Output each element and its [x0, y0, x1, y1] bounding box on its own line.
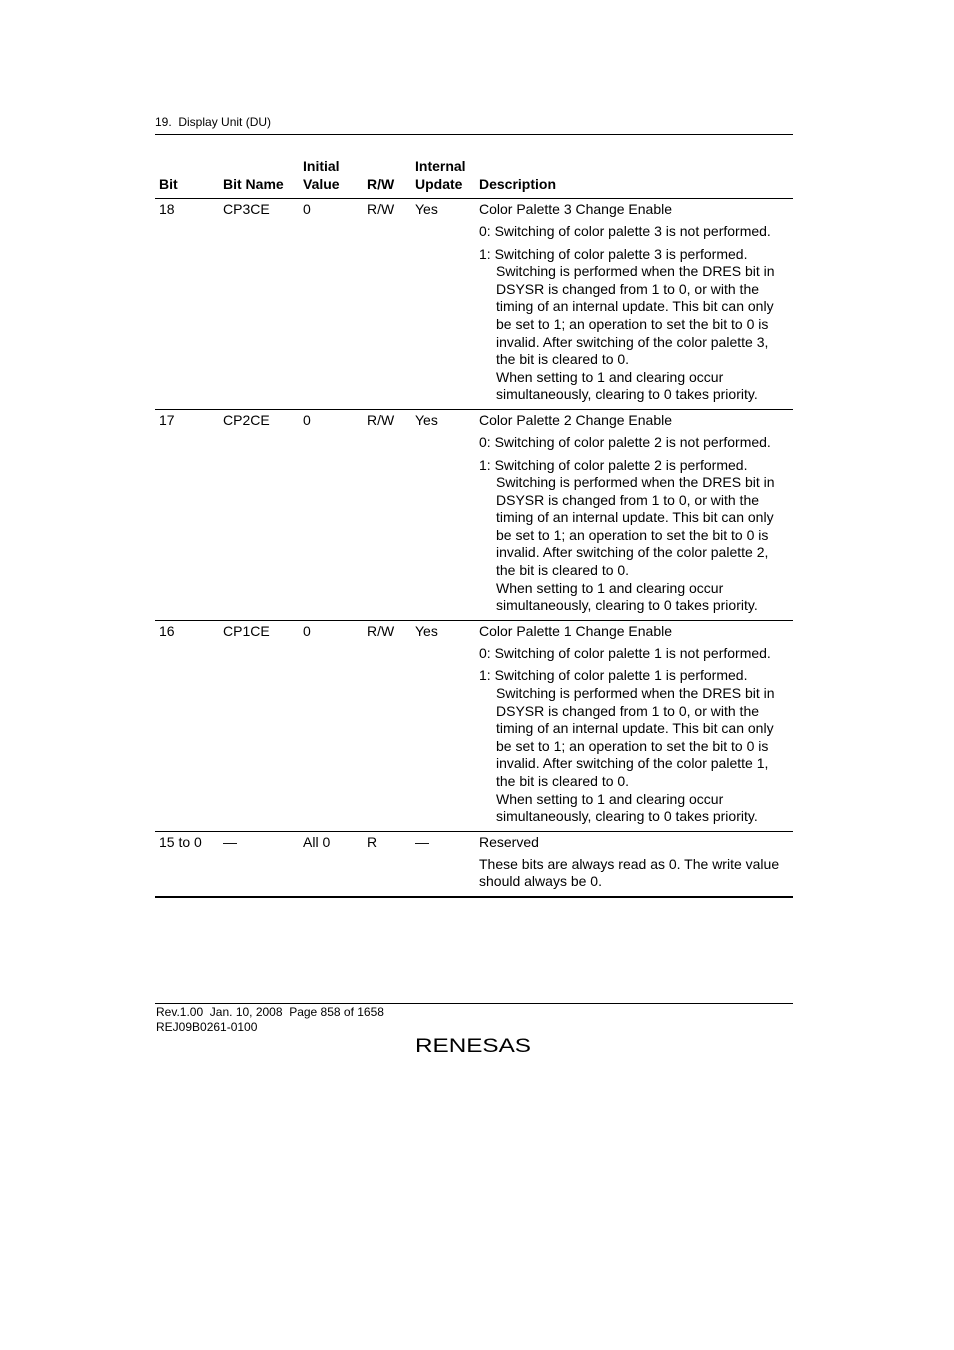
- table-row: [155, 199, 793, 410]
- table-row: [155, 410, 793, 621]
- description-note: [479, 856, 793, 891]
- column-header-bit-name: Bit Name: [223, 175, 284, 192]
- cell-rw: R/W: [367, 201, 395, 217]
- column-header-line: Update: [415, 175, 463, 192]
- description-line: simultaneously, clearing to 0 takes priority.: [496, 386, 758, 403]
- section-header: 19. Display Unit (DU): [155, 115, 272, 129]
- cell-initial-value: 0: [303, 411, 311, 428]
- description-line: should always be 0.: [479, 873, 602, 890]
- renesas-logo: [414, 1034, 532, 1056]
- cell-initial-value: All 0: [303, 833, 331, 850]
- register-bit-table: [155, 158, 793, 898]
- description-line: timing of an internal update. This bit can only: [496, 720, 774, 737]
- description-line: the bit is cleared to 0.: [496, 772, 630, 789]
- description-line: invalid. After switching of the color palette 3,: [496, 333, 769, 350]
- cell-internal-update: Yes: [415, 411, 438, 428]
- column-header-line: Internal: [415, 158, 466, 174]
- description-title: Color Palette 1 Change Enable: [479, 622, 673, 639]
- cell-description: [475, 201, 793, 404]
- cell-bit-name: CP2CE: [223, 411, 270, 428]
- description-line: These bits are always read as 0. The write value: [479, 855, 780, 872]
- description-line: be set to 1; an operation to set the bit to 0 is: [496, 315, 769, 332]
- description-option-0: [479, 434, 793, 452]
- cell-internal-update: Yes: [415, 201, 438, 217]
- cell-bit-name: CP3CE: [223, 201, 270, 217]
- cell-initial-value: 0: [303, 622, 311, 639]
- description-option-1: [479, 457, 793, 615]
- column-header-bit: Bit: [159, 175, 178, 192]
- cell-bit: 18: [159, 201, 175, 217]
- description-option-1: [479, 667, 793, 825]
- cell-description: [475, 412, 793, 615]
- cell-bit: 17: [159, 411, 175, 428]
- footer-rule: [155, 1003, 793, 1004]
- description-line: 1: Switching of color palette 1 is performed.: [479, 667, 748, 684]
- description-line: be set to 1; an operation to set the bit to 0 is: [496, 526, 769, 543]
- column-header-line: Initial: [303, 158, 340, 174]
- description-line: 0: Switching of color palette 3 is not performed.: [479, 222, 771, 239]
- description-line: timing of an internal update. This bit can only: [496, 509, 774, 526]
- description-line: DSYSR is changed from 1 to 0, or with the: [496, 491, 760, 508]
- description-line: Switching is performed when the DRES bit in: [496, 474, 775, 491]
- description-line: 1: Switching of color palette 2 is performed.: [479, 456, 748, 473]
- cell-bit: 16: [159, 622, 175, 639]
- header-rule: [155, 134, 793, 135]
- description-line: the bit is cleared to 0.: [496, 351, 630, 368]
- cell-rw: R/W: [367, 622, 395, 639]
- description-line: DSYSR is changed from 1 to 0, or with the: [496, 280, 760, 297]
- cell-description: [475, 623, 793, 826]
- description-line: 0: Switching of color palette 2 is not performed.: [479, 433, 771, 450]
- description-title: Color Palette 3 Change Enable: [479, 201, 673, 217]
- description-option-0: [479, 645, 793, 663]
- description-line: 1: Switching of color palette 3 is performed.: [479, 245, 748, 262]
- description-line: 0: Switching of color palette 1 is not performed.: [479, 644, 771, 661]
- description-line: timing of an internal update. This bit can only: [496, 298, 774, 315]
- description-line: When setting to 1 and clearing occur: [496, 790, 724, 807]
- description-line: simultaneously, clearing to 0 takes priority.: [496, 597, 758, 614]
- table-header-row: [155, 158, 793, 199]
- description-title: Reserved: [479, 833, 539, 850]
- cell-bit: 15 to 0: [159, 833, 202, 850]
- cell-initial-value: 0: [303, 201, 311, 217]
- description-line: simultaneously, clearing to 0 takes priority.: [496, 808, 758, 825]
- description-line: be set to 1; an operation to set the bit to 0 is: [496, 737, 769, 754]
- description-line: invalid. After switching of the color palette 2,: [496, 544, 769, 561]
- cell-bit-name: —: [223, 833, 237, 850]
- footer-document-number: REJ09B0261-0100: [156, 1020, 258, 1034]
- description-title: Color Palette 2 Change Enable: [479, 411, 673, 428]
- description-line: When setting to 1 and clearing occur: [496, 368, 724, 385]
- table-row: [155, 832, 793, 898]
- footer-revision: Rev.1.00 Jan. 10, 2008 Page 858 of 1658: [156, 1005, 384, 1019]
- column-header-initial-value: [299, 158, 363, 193]
- description-option-0: [479, 223, 793, 241]
- cell-description: [475, 834, 793, 891]
- description-line: the bit is cleared to 0.: [496, 562, 630, 579]
- table-row: [155, 621, 793, 832]
- cell-rw: R/W: [367, 411, 395, 428]
- description-line: Switching is performed when the DRES bit in: [496, 263, 775, 280]
- logo-wordmark: RENESAS: [415, 1036, 531, 1056]
- column-header-rw: R/W: [367, 175, 395, 192]
- column-header-line: Value: [303, 175, 340, 192]
- column-header-internal-update: [411, 158, 475, 193]
- description-line: invalid. After switching of the color palette 1,: [496, 755, 769, 772]
- cell-rw: R: [367, 833, 378, 850]
- cell-internal-update: —: [415, 833, 429, 850]
- cell-bit-name: CP1CE: [223, 622, 270, 639]
- description-line: Switching is performed when the DRES bit in: [496, 685, 775, 702]
- description-line: DSYSR is changed from 1 to 0, or with the: [496, 702, 760, 719]
- cell-internal-update: Yes: [415, 622, 438, 639]
- description-option-1: [479, 246, 793, 404]
- description-line: When setting to 1 and clearing occur: [496, 579, 724, 596]
- column-header-description: Description: [479, 175, 557, 192]
